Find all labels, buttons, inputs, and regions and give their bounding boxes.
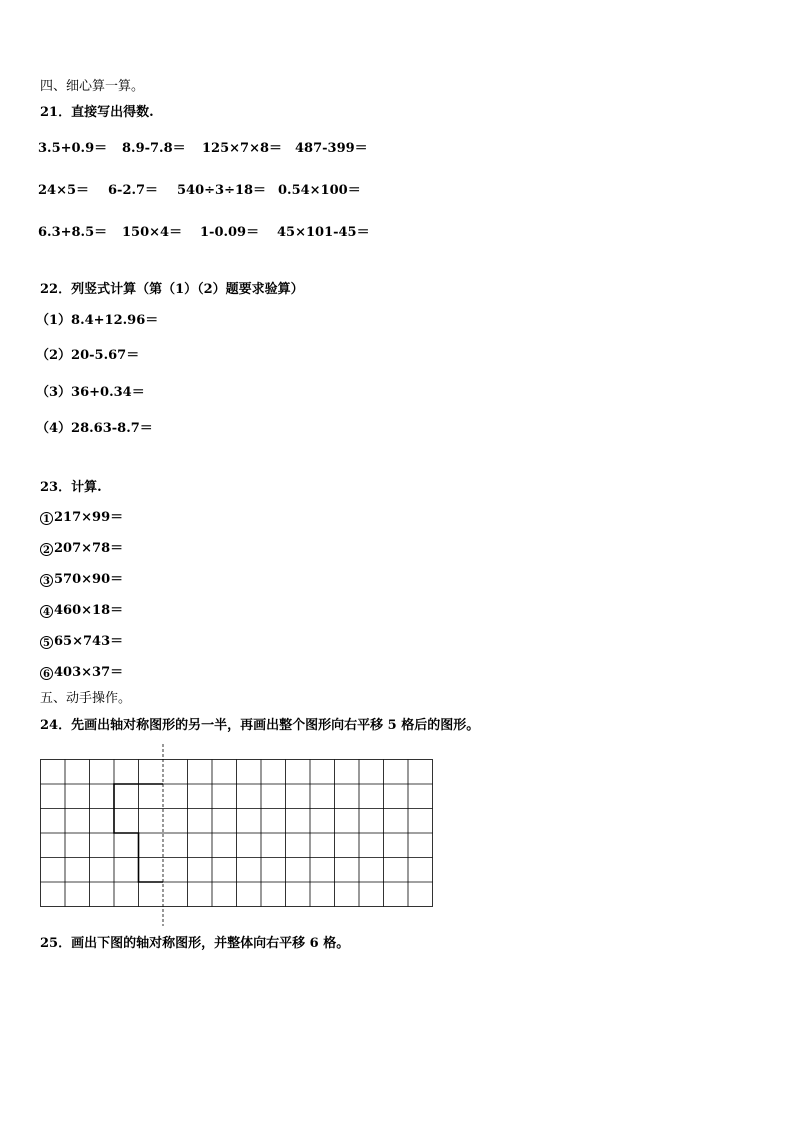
- q23-item: [40, 510, 123, 526]
- q21-expr: 487-399＝: [295, 141, 368, 156]
- q21-expr: 0.54×100＝: [278, 183, 361, 198]
- q22-item: （4）28.63-8.7＝: [36, 421, 153, 436]
- q23-expr: 65×743＝: [54, 634, 124, 649]
- circled-number: 6: [40, 667, 53, 680]
- q21-expr: 8.9-7.8＝: [122, 141, 186, 156]
- circled-number: 1: [40, 512, 53, 525]
- q21-expr: 45×101-45＝: [277, 225, 370, 240]
- q22-item: （1）8.4+12.96＝: [36, 313, 159, 328]
- q21-title: 21．直接写出得数.: [40, 105, 154, 120]
- circled-number: 5: [40, 636, 53, 649]
- q23-expr: 460×18＝: [54, 603, 124, 618]
- q21-expr: 540÷3÷18＝: [177, 183, 267, 198]
- q21-expr: 24×5＝: [38, 183, 90, 198]
- q25-title: 25．画出下图的轴对称图形，并整体向右平移 6 格。: [40, 936, 350, 951]
- q22-title: 22．列竖式计算（第（1）（2）题要求验算）: [40, 282, 304, 297]
- grid-lines: [41, 760, 433, 907]
- q21-expr: 3.5+0.9＝: [38, 141, 108, 156]
- q22-item: （3）36+0.34＝: [36, 385, 145, 400]
- circled-number: 3: [40, 574, 53, 587]
- q23-expr: 217×99＝: [54, 510, 124, 525]
- q21-expr: 125×7×8＝: [202, 141, 283, 156]
- q21-expr: 150×4＝: [122, 225, 183, 240]
- symmetry-grid: [40, 744, 440, 926]
- section4-title: 四、细心算一算。: [40, 79, 145, 94]
- q23-expr: 207×78＝: [54, 541, 124, 556]
- q23-item: [40, 603, 123, 619]
- q23-item: [40, 541, 123, 557]
- circled-number: 2: [40, 543, 53, 556]
- q21-expr: 6.3+8.5＝: [38, 225, 108, 240]
- section5-title: 五、动手操作。: [40, 691, 132, 706]
- q23-item: [40, 572, 123, 588]
- q21-expr: 1-0.09＝: [200, 225, 260, 240]
- q23-expr: 403×37＝: [54, 665, 124, 680]
- q22-item: （2）20-5.67＝: [36, 348, 140, 363]
- q23-item: [40, 665, 123, 681]
- q23-title: 23．计算.: [40, 480, 102, 495]
- q23-expr: 570×90＝: [54, 572, 124, 587]
- q24-title: 24．先画出轴对称图形的另一半，再画出整个图形向右平移 5 格后的图形。: [40, 718, 480, 733]
- q21-expr: 6-2.7＝: [108, 183, 159, 198]
- q23-item: [40, 634, 123, 650]
- circled-number: 4: [40, 605, 53, 618]
